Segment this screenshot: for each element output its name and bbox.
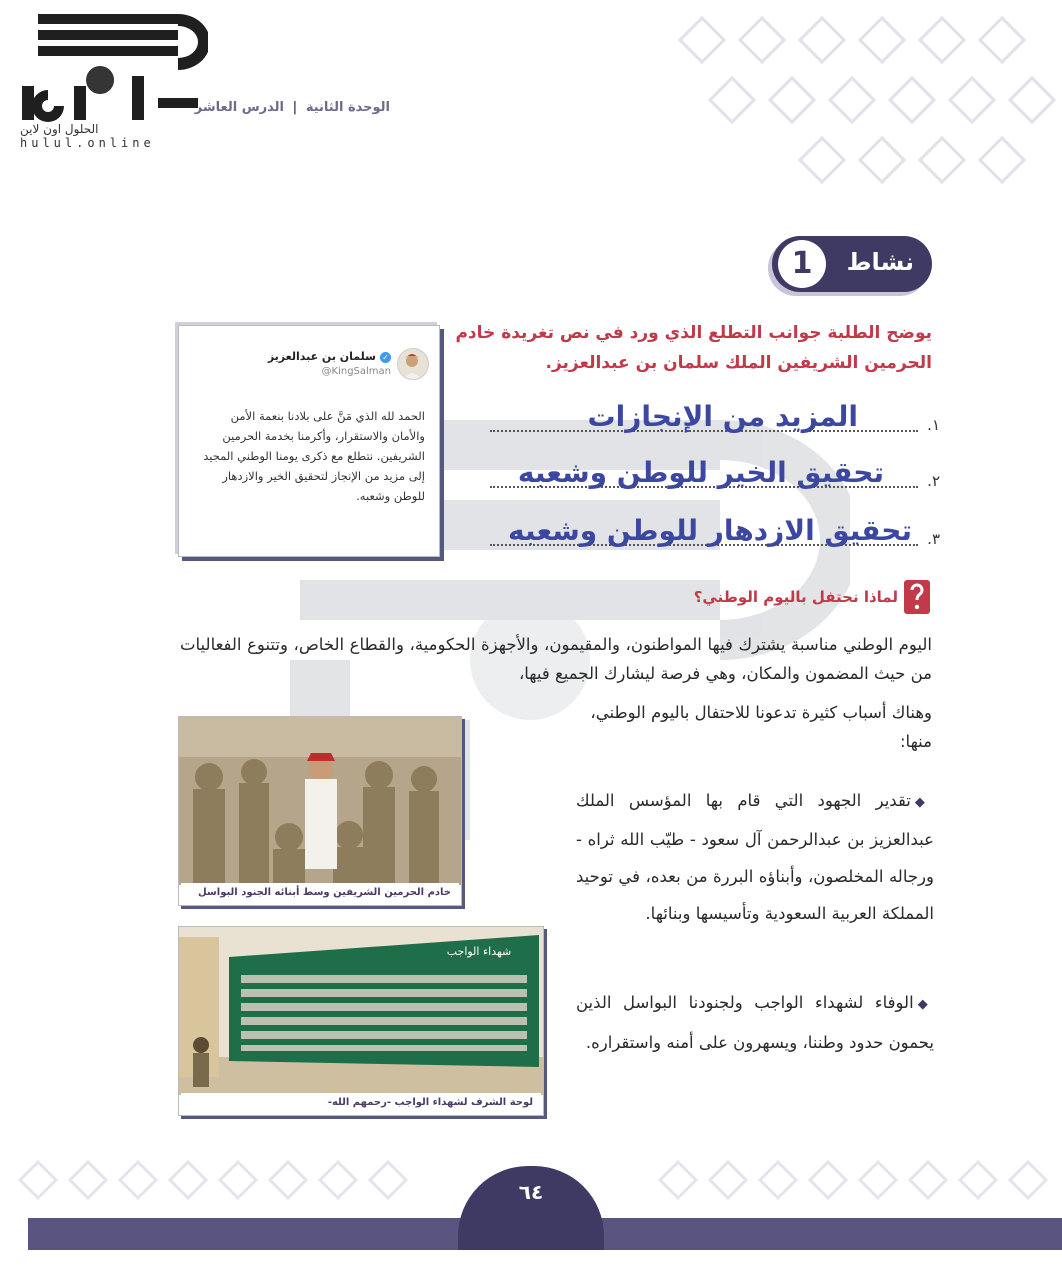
question-mark-icon [904, 580, 930, 614]
handwritten-answer: تحقيق الازدهار للوطن وشعبه [508, 514, 912, 547]
list-item-text: الوفاء لشهداء الواجب ولجنودنا البواسل الذين يحمون حدود وطننا، ويسهرون على أمنه واستقراره. [576, 993, 934, 1052]
lesson-label: الدرس العاشر [194, 100, 285, 115]
logo-url: hulul.online [20, 136, 155, 150]
decorative-pattern-top [640, 0, 1062, 210]
board-title: شهداء الواجب [446, 945, 512, 958]
answer-line-2 [490, 456, 940, 500]
answer-number: ١. [927, 416, 940, 434]
tweet-body: الحمد لله الذي مَنَّ على بلادنا بنعمة الأمن والأمان والاستقرار، وأكرمنا بخدمة الحرمين الشريفين. نتطلع مع ذكرى يومنا الوطني المجيد إلى مزيد من الإنجاز لتحقيق الخير والازدهار للوطن وشعبه. [203, 409, 425, 503]
handwritten-answer: تحقيق الخير للوطن وشعبه [517, 456, 884, 489]
photo-honor-board [178, 926, 544, 1116]
answer-line-3 [490, 514, 940, 558]
avatar [397, 348, 429, 380]
decorative-pattern-bottom-left [0, 1130, 470, 1225]
logo-subtitle: الحلول اون لاين [20, 122, 99, 136]
decorative-pattern-bottom-right [600, 1130, 1062, 1225]
photo-caption: خادم الحرمين الشريفين وسط أبنائه الجنود البواسل [181, 883, 459, 903]
list-item [576, 984, 934, 1062]
soldiers-photo-image [179, 717, 461, 885]
breadcrumb [160, 100, 390, 115]
unit-label: الوحدة الثانية [305, 100, 390, 115]
intro-paragraph: اليوم الوطني مناسبة يشترك فيها المواطنون، والمقيمون، والأجهزة الحكومية، والقطاع الخاص، وتتنوع الفعاليات من حيث المضمون والمكان، وهي فرصة ليشارك الجميع فيها، [180, 635, 932, 683]
answer-number: ٣. [927, 530, 940, 548]
page-number: ٦٤ [518, 1180, 544, 1204]
bullet-icon: ◆ [917, 997, 935, 1012]
section-question: لماذا نحتفل باليوم الوطني؟ [693, 588, 898, 606]
answer-number: ٢. [927, 472, 940, 490]
bullet-icon: ◆ [914, 795, 934, 810]
photo-king-with-soldiers [178, 716, 462, 906]
activity-label: نشاط [846, 248, 914, 276]
handwritten-answer: المزيد من الإنجازات [587, 400, 858, 433]
list-item [576, 782, 934, 932]
verified-icon: ✓ [380, 352, 391, 363]
tweet-author-name: سلمان بن عبدالعزيز [267, 350, 376, 363]
breadcrumb-separator: | [292, 100, 298, 115]
answer-line-1 [490, 400, 940, 444]
page-number-tab [458, 1166, 604, 1250]
activity-prompt: يوضح الطلبة جوانب التطلع الذي ورد في نص تغريدة خادم الحرمين الشريفين الملك سلمان بن عبدالعزيز. [455, 323, 932, 373]
list-item-text: تقدير الجهود التي قام بها المؤسس الملك عبدالعزيز بن عبدالرحمن آل سعود - طيّب الله ثراه - ورجاله المخلصون، وأبناؤه البررة من بعده، في توحيد المملكة العربية السعودية وتأسيسها وبنائها. [576, 791, 934, 923]
activity-number: 1 [778, 240, 826, 288]
tweet-author [268, 350, 391, 363]
tweet-handle: @KingSalman [321, 366, 391, 377]
intro-paragraph-continued: وهناك أسباب كثيرة تدعونا للاحتفال باليوم الوطني، منها: [590, 703, 932, 751]
honor-board-image [179, 927, 543, 1095]
tweet-card [178, 325, 440, 557]
activity-badge [772, 236, 932, 292]
photo-caption: لوحة الشرف لشهداء الواجب -رحمهم الله- [181, 1093, 541, 1113]
